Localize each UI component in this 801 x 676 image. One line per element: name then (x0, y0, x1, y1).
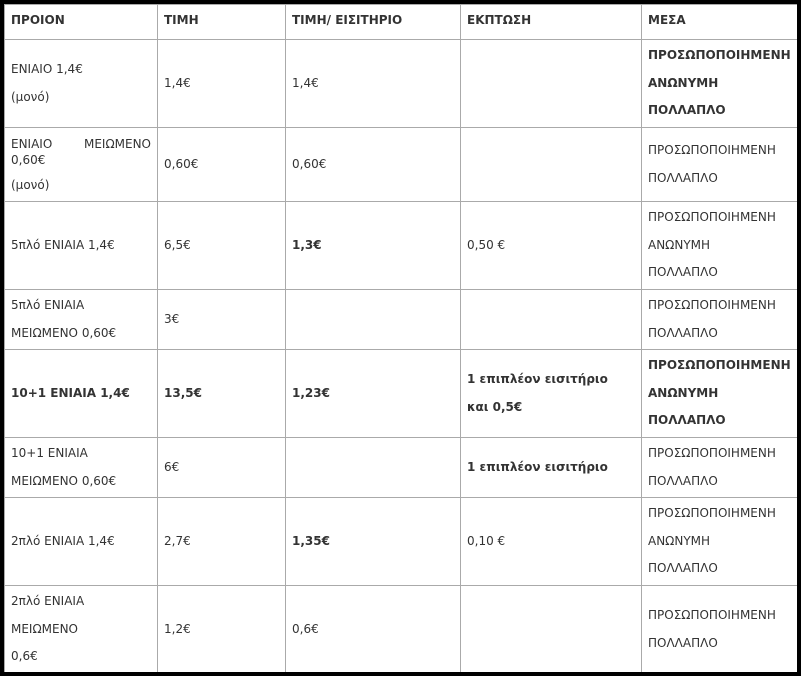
media-cell-line: ΠΡΟΣΩΠΟΠΟΙΗΜΕΝΗ (648, 48, 791, 63)
price-cell-line: 0,60€ (164, 156, 199, 171)
discount-cell (461, 128, 642, 202)
media-cell-line: ΠΡΟΣΩΠΟΠΟΙΗΜΕΝΗ (648, 446, 776, 460)
product-cell (5, 350, 158, 438)
product-cell-line: 5πλό ΕΝΙΑΙΑ 1,4€ (11, 237, 115, 252)
price-per-ticket-cell (286, 438, 461, 498)
table-header-row (5, 5, 798, 40)
media-cell-line: ΑΝΩΝΥΜΗ (648, 533, 711, 548)
price-cell-line: 6€ (164, 459, 180, 474)
product-cell (5, 202, 158, 290)
discount-cell-line: και 0,5€ (467, 399, 523, 414)
product-cell-line: 0,6€ (11, 649, 38, 664)
column-header-media: ΜΕΣΑ (642, 5, 798, 40)
media-cell-line: ΠΡΟΣΩΠΟΠΟΙΗΜΕΝΗ (648, 358, 791, 373)
media-cell-line: ΠΟΛΛΑΠΛΟ (648, 413, 726, 428)
table-row (5, 40, 798, 128)
discount-cell (461, 350, 642, 438)
product-cell (5, 128, 158, 202)
table-row (5, 350, 798, 438)
discount-cell-line: 0,10 € (467, 533, 506, 548)
product-cell-line: ΜΕΙΩΜΕΝΟ 0,60€ (11, 473, 117, 488)
price-cell-line: 1,2€ (164, 621, 191, 636)
price-cell-line: 1,4€ (164, 75, 191, 90)
price-cell (158, 498, 286, 586)
product-cell (5, 290, 158, 350)
price-per-ticket-cell-line: 0,60€ (292, 156, 327, 171)
product-cell-line: 2πλό ΕΝΙΑΙΑ (11, 594, 85, 609)
discount-cell-line: 1 επιπλέον εισιτήριο (467, 372, 608, 386)
media-cell-line: ΠΡΟΣΩΠΟΠΟΙΗΜΕΝΗ (648, 506, 776, 521)
table-body (5, 40, 798, 673)
discount-cell-line: 0,50 € (467, 237, 506, 252)
price-cell (158, 350, 286, 438)
media-cell-line: ΠΡΟΣΩΠΟΠΟΙΗΜΕΝΗ (648, 143, 776, 157)
media-cell (642, 438, 798, 498)
column-header-discount: ΕΚΠΤΩΣΗ (461, 5, 642, 40)
product-cell-line: 10+1 ΕΝΙΑΙΑ 1,4€ (11, 385, 130, 400)
media-cell-line: ΑΝΩΝΥΜΗ (648, 237, 711, 252)
media-cell-line: ΑΝΩΝΥΜΗ (648, 385, 719, 400)
media-cell (642, 128, 798, 202)
discount-cell (461, 586, 642, 673)
media-cell (642, 290, 798, 350)
ticket-price-table (4, 4, 797, 672)
discount-cell (461, 498, 642, 586)
product-cell-line: (μονό) (11, 89, 50, 104)
price-per-ticket-cell (286, 498, 461, 586)
column-header-product: ΠΡΟΙΟΝ (5, 5, 158, 40)
media-cell (642, 350, 798, 438)
price-cell (158, 438, 286, 498)
product-cell (5, 438, 158, 498)
discount-cell (461, 290, 642, 350)
discount-cell (461, 202, 642, 290)
price-per-ticket-cell-line: 1,4€ (292, 75, 319, 90)
media-cell (642, 202, 798, 290)
price-cell-line: 6,5€ (164, 237, 191, 252)
product-cell-line: ΕΝΙΑΙΟ ΜΕΙΩΜΕΝΟ 0,60€ (11, 136, 151, 167)
price-cell-line: 3€ (164, 311, 180, 326)
price-cell-line: 2,7€ (164, 533, 191, 548)
ticket-price-table-container (4, 4, 797, 672)
product-cell-line: 5πλό ΕΝΙΑΙΑ (11, 298, 85, 312)
media-cell-line: ΠΟΛΛΑΠΛΟ (648, 103, 726, 118)
price-per-ticket-cell (286, 128, 461, 202)
media-cell (642, 498, 798, 586)
media-cell (642, 586, 798, 673)
media-cell-line: ΠΡΟΣΩΠΟΠΟΙΗΜΕΝΗ (648, 608, 776, 622)
price-cell (158, 202, 286, 290)
price-per-ticket-cell-line: 0,6€ (292, 621, 319, 636)
discount-cell-line: 1 επιπλέον εισιτήριο (467, 459, 608, 474)
product-cell-line: ΜΕΙΩΜΕΝΟ (11, 621, 79, 636)
table-row (5, 438, 798, 498)
media-cell-line: ΠΟΛΛΑΠΛΟ (648, 170, 718, 185)
product-cell-line: (μονό) (11, 177, 50, 192)
table-row (5, 202, 798, 290)
media-cell-line: ΠΟΛΛΑΠΛΟ (648, 265, 718, 280)
price-cell (158, 290, 286, 350)
media-cell-line: ΠΟΛΛΑΠΛΟ (648, 635, 718, 650)
column-header-price-per-ticket: ΤΙΜΗ/ ΕΙΣΙΤΗΡΙΟ (286, 5, 461, 40)
product-cell (5, 586, 158, 673)
media-cell-line: ΠΡΟΣΩΠΟΠΟΙΗΜΕΝΗ (648, 298, 776, 312)
price-per-ticket-cell (286, 40, 461, 128)
price-per-ticket-cell (286, 350, 461, 438)
table-row (5, 290, 798, 350)
price-per-ticket-cell (286, 586, 461, 673)
price-per-ticket-cell-line: 1,23€ (292, 385, 330, 400)
media-cell-line: ΠΟΛΛΑΠΛΟ (648, 473, 718, 488)
price-per-ticket-cell-line: 1,35€ (292, 533, 330, 548)
table-row (5, 498, 798, 586)
product-cell-line: 10+1 ΕΝΙΑΙΑ (11, 446, 88, 460)
media-cell (642, 40, 798, 128)
product-cell-line: ΜΕΙΩΜΕΝΟ 0,60€ (11, 325, 117, 340)
price-per-ticket-cell (286, 202, 461, 290)
table-row (5, 128, 798, 202)
price-cell (158, 586, 286, 673)
column-header-price: ΤΙΜΗ (158, 5, 286, 40)
product-cell (5, 40, 158, 128)
media-cell-line: ΑΝΩΝΥΜΗ (648, 75, 719, 90)
product-cell-line: ΕΝΙΑΙΟ 1,4€ (11, 62, 83, 76)
discount-cell (461, 40, 642, 128)
table-row (5, 586, 798, 673)
product-cell-line: 2πλό ΕΝΙΑΙΑ 1,4€ (11, 533, 115, 548)
price-per-ticket-cell (286, 290, 461, 350)
discount-cell (461, 438, 642, 498)
media-cell-line: ΠΟΛΛΑΠΛΟ (648, 561, 718, 576)
price-cell (158, 40, 286, 128)
price-cell (158, 128, 286, 202)
price-cell-line: 13,5€ (164, 385, 202, 400)
media-cell-line: ΠΟΛΛΑΠΛΟ (648, 325, 718, 340)
product-cell (5, 498, 158, 586)
price-per-ticket-cell-line: 1,3€ (292, 237, 322, 252)
media-cell-line: ΠΡΟΣΩΠΟΠΟΙΗΜΕΝΗ (648, 210, 776, 225)
